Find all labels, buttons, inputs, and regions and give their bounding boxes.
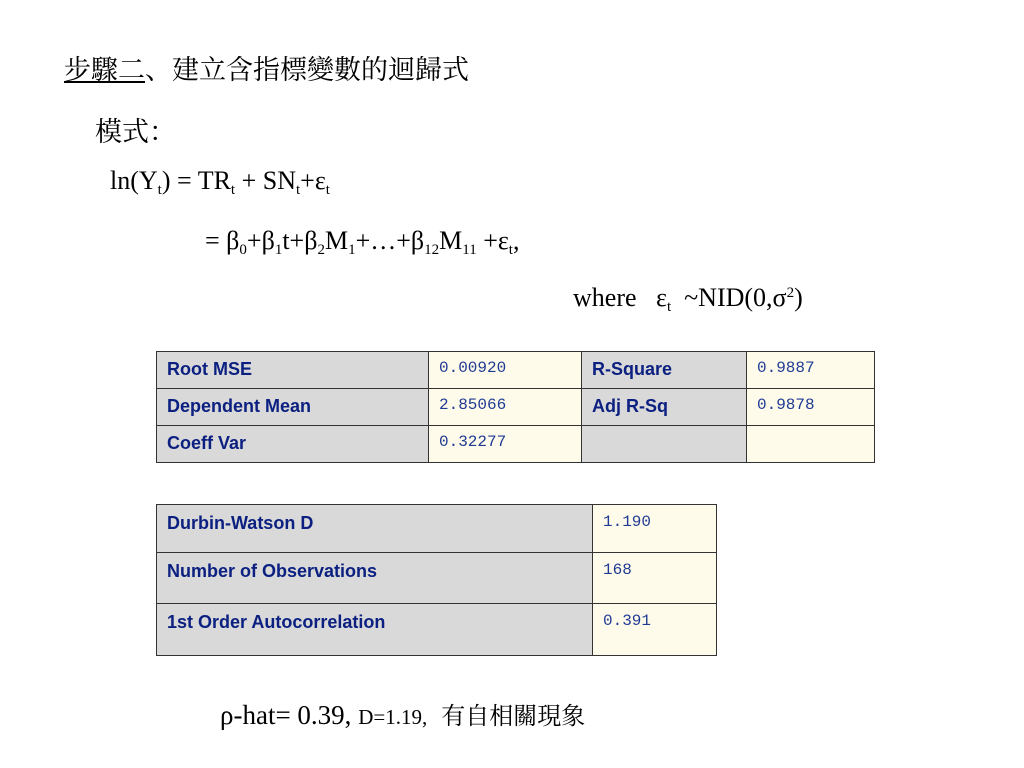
dw-label: Number of Observations (157, 553, 593, 604)
conclusion-d: D=1.19, (358, 705, 428, 729)
dw-label: Durbin-Watson D (157, 505, 593, 553)
fit-value: 2.85066 (429, 389, 582, 426)
eq2-m11: M (439, 226, 463, 255)
eq2-b1: +β (246, 226, 275, 255)
eq1-sub-2: t (230, 182, 236, 198)
conclusion-rho: ρ-hat= 0.39, (220, 700, 359, 730)
eq1-sub-4: t (325, 182, 330, 198)
heading-rest: 、建立含指標變數的迴歸式 (145, 55, 469, 86)
eq1-sub-3: t (296, 182, 301, 198)
eq2-comma: , (512, 226, 520, 255)
fit-label: R-Square (582, 352, 747, 389)
fit-value: 0.9887 (747, 352, 875, 389)
eq1-lhs: ln(Y (110, 166, 158, 195)
table-row (157, 604, 717, 656)
eq2-sub-0: 0 (239, 242, 247, 258)
eq2-sub-11: 11 (462, 242, 477, 258)
eq3-where: where ε (573, 283, 667, 312)
eq2-sub-2: 2 (317, 242, 325, 258)
dw-value: 168 (593, 553, 717, 604)
eq2-sub-m1: 1 (348, 242, 356, 258)
dw-label: 1st Order Autocorrelation (157, 604, 593, 656)
table-row (157, 553, 717, 604)
eq2-eps: +ε (476, 226, 509, 255)
eq2-sub-12: 12 (424, 242, 440, 258)
eq2-tb2: t+β (282, 226, 318, 255)
equation-line-1 (110, 166, 330, 196)
fit-label-empty (582, 426, 747, 463)
fit-value: 0.00920 (429, 352, 582, 389)
eq3-close: ) (794, 283, 803, 312)
dw-value: 0.391 (593, 604, 717, 656)
table-row (157, 505, 717, 553)
heading-step: 步驟二 (64, 55, 145, 86)
dw-value: 1.190 (593, 505, 717, 553)
eq1-sn: + SN (235, 166, 296, 195)
fit-label: Dependent Mean (157, 389, 429, 426)
equation-line-2 (205, 226, 519, 256)
eq1-tr: ) = TR (161, 166, 231, 195)
conclusion-text (220, 696, 585, 731)
durbin-watson-table (156, 504, 717, 656)
equation-line-3 (573, 283, 803, 313)
fit-label: Adj R-Sq (582, 389, 747, 426)
eq2-dots: +…+β (355, 226, 425, 255)
eq3-sup-2: 2 (786, 285, 795, 301)
table-row (157, 352, 875, 389)
table-row (157, 389, 875, 426)
fit-statistics-table (156, 351, 875, 463)
eq2-sub-t: t (508, 242, 513, 258)
eq2-m1: M (324, 226, 349, 255)
fit-label: Coeff Var (157, 426, 429, 463)
eq1-sub-1: t (157, 182, 162, 198)
table-row (157, 426, 875, 463)
slide-heading (64, 48, 469, 87)
fit-value-empty (747, 426, 875, 463)
model-label: 模式： (95, 117, 176, 148)
eq2-b0: = β (205, 226, 240, 255)
fit-label: Root MSE (157, 352, 429, 389)
fit-value: 0.9878 (747, 389, 875, 426)
eq1-eps: +ε (300, 166, 326, 195)
fit-value: 0.32277 (429, 426, 582, 463)
conclusion-note: 有自相關現象 (441, 702, 586, 730)
eq2-sub-1: 1 (274, 242, 283, 258)
eq3-sub-t: t (666, 299, 672, 315)
eq3-nid: ~NID(0,σ (671, 283, 787, 312)
